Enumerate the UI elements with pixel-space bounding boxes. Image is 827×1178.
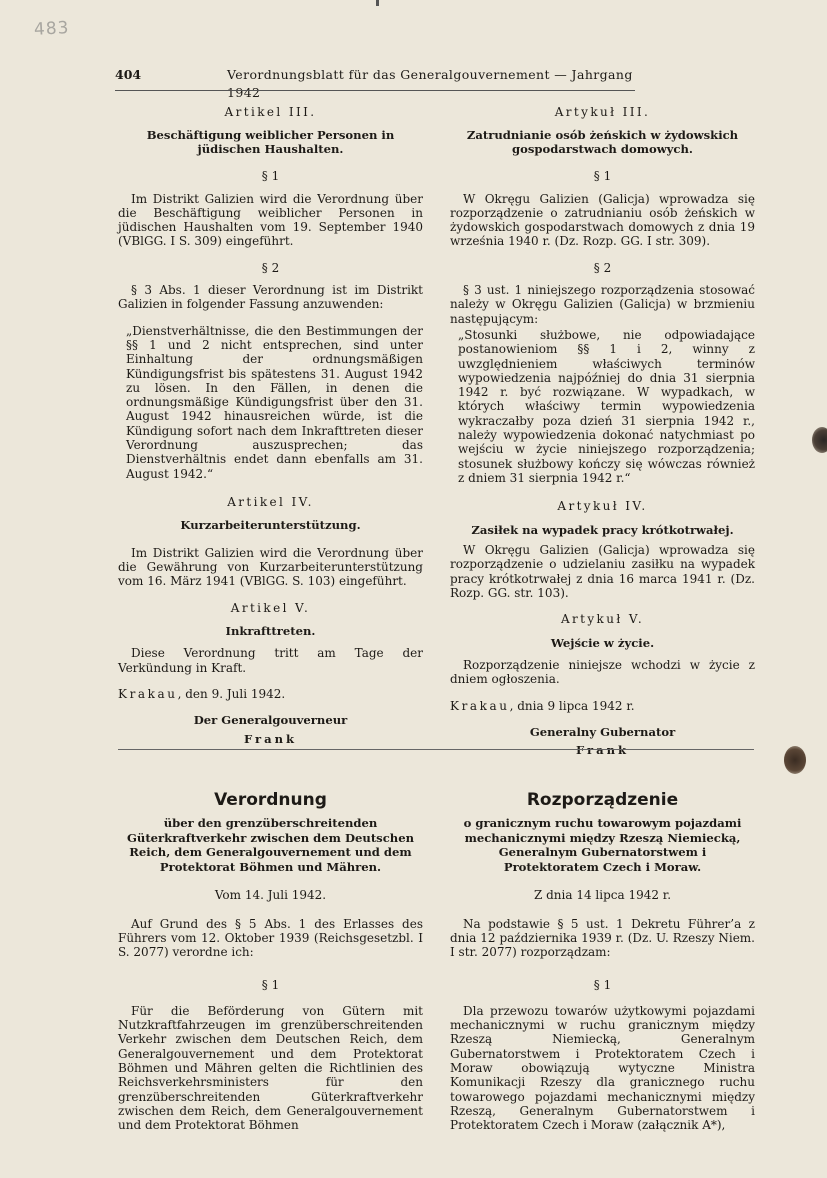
section-2-label: § 2 — [593, 260, 612, 275]
place-and-date — [450, 699, 755, 713]
journal-title: Verordnungsblatt für das Generalgouvernement — Jahrgang 1942 — [227, 67, 633, 100]
section-2-label: § 2 — [261, 260, 280, 275]
article-3-title: Artykuł III. — [554, 105, 651, 119]
ordinance-title: Verordnung — [214, 790, 327, 810]
section-divider — [118, 749, 754, 750]
ordinance-date: Vom 14. Juli 1942. — [214, 888, 327, 903]
article-4-heading: Kurzarbeiterunterstützung. — [180, 518, 361, 533]
punch-hole — [784, 746, 806, 774]
signer-name: Frank — [243, 731, 298, 746]
article-5-text: Diese Verordnung tritt am Tage der Verkündung in Kraft. — [118, 646, 423, 675]
section-1-label: § 1 — [261, 169, 280, 184]
section-1-label: § 1 — [261, 977, 280, 992]
ordinance-subtitle: o granicznym ruchu towarowym pojazdami mechanicznymi między Rzeszą Niemiecką, Generalnym Gubernatorstwem i Protektoratem Czech i Moraw. — [463, 816, 742, 874]
running-header — [115, 66, 635, 100]
handwritten-page-number: 483 — [33, 18, 70, 40]
article-4-text: Im Distrikt Galizien wird die Verordnung über die Gewährung von Kurzarbeiterunterstützung vom 16. März 1941 (VBlGG. S. 103) eingeführt. — [118, 545, 423, 589]
place-and-date — [118, 687, 423, 701]
signer-title: Der Generalgouverneur — [193, 713, 348, 728]
section-2-text: § 3 Abs. 1 dieser Verordnung ist im Distrikt Galizien in folgender Fassung anzuwenden: — [118, 283, 423, 312]
section-1-label: § 1 — [593, 169, 612, 184]
article-5-heading: Inkrafttreten. — [225, 623, 316, 638]
article-3-heading: Zatrudnianie osób żeńskich w żydowskich gospodarstwach domowych. — [466, 128, 739, 156]
ordinance-title: Rozporządzenie — [526, 790, 679, 810]
signer-title: Generalny Gubernator — [529, 724, 676, 739]
section-1-text: W Okręgu Galizien (Galicja) wprowadza się rozporządzenie o zatrudnianiu osób żeńskich w żydowskich gospodarstwach domowych z dnia 19 września 1940 r. (Dz. Rozp. GG. I str. 309). — [450, 191, 755, 249]
article-5-heading: Wejście w życie. — [550, 635, 655, 650]
article-5-title: Artikel V. — [230, 600, 311, 615]
german-column-upper — [118, 105, 423, 746]
top-edge-mark — [376, 0, 379, 6]
place-city: Krakau — [450, 698, 510, 713]
article-3-title: Artikel III. — [224, 105, 317, 119]
article-5-title: Artykuł V. — [560, 612, 645, 627]
section-1-text: Für die Beförderung von Gütern mit Nutzkraftfahrzeugen im grenzüberschreitenden Verkehr zwischen dem Deutschen Reich, dem Generalgouvernement und dem Protektorat Böhmen und Mähren gelten die Richtlinien des Reichsverkehrsministers für den grenzüberschreitenden Güterkraftverkehr zwischen dem Reich, dem Generalgouvernement und dem Protektorat Böhmen — [118, 1003, 423, 1133]
preamble-text: Auf Grund des § 5 Abs. 1 des Erlasses des Führers vom 12. Oktober 1939 (Reichsgesetzbl. I S. 2077) verordne ich: — [118, 916, 423, 960]
article-4-text: W Okręgu Galizien (Galicja) wprowadza się rozporządzenie o udzielaniu zasiłku na wypadek pracy krótkotrwałej z dnia 16 marca 1941 r. (Dz. Rozp. GG. str. 103). — [450, 543, 755, 600]
polish-column-lower — [450, 790, 755, 1145]
article-5-text: Rozporządzenie niniejsze wchodzi w życie z dniem ogłoszenia. — [450, 658, 755, 687]
article-4-title: Artykuł IV. — [557, 499, 648, 514]
header-rule — [115, 90, 635, 91]
article-4-title: Artikel IV. — [227, 494, 314, 509]
german-column-lower — [118, 790, 423, 1145]
section-2-quote: „Stosunki służbowe, nie odpowiadające postanowieniom §§ 1 i 2, winny z uwzględnieniem właściwych terminów wypowiedzenia najpóźniej do dnia 31 sierpnia 1942 r. być rozwiązane. W wypadkach, w których właściwy termin wypowiedzenia wykraczałby poza dzień 31 sierpnia 1942 r., należy wypowiedzenia dokonać natychmiast po wejściu w życie niniejszego rozporządzenia; stosunek służbowy kończy się wówczas również z dniem 31 sierpnia 1942 r.“ — [458, 327, 755, 485]
page-number: 404 — [115, 67, 142, 82]
section-1-label: § 1 — [593, 977, 612, 992]
punch-hole — [812, 427, 827, 453]
ordinance-subtitle: über den grenzüberschreitenden Güterkraftverkehr zwischen dem Deutschen Reich, dem Generalgouvernement und dem Protektorat Böhmen und Mähren. — [126, 816, 415, 874]
preamble-text: Na podstawie § 5 ust. 1 Dekretu Führer’a z dnia 12 października 1939 r. (Dz. U. Rzeszy Niem. I str. 2077) rozporządzam: — [450, 916, 755, 960]
signer-name: Frank — [575, 743, 630, 758]
article-3-heading: Beschäftigung weiblicher Personen in jüdischen Haushalten. — [146, 128, 395, 156]
section-1-text: Im Distrikt Galizien wird die Verordnung über die Beschäftigung weiblicher Personen in jüdischen Haushalten vom 19. September 1940 (VBlGG. I S. 309) eingeführt. — [118, 191, 423, 249]
section-2-quote: „Dienstverhältnisse, die den Bestimmungen der §§ 1 und 2 nicht entsprechen, sind unter Einhaltung der ordnungsmäßigen Kündigungsfrist bis spätestens 31. August 1942 zu lösen. In den Fällen, in denen die ordnungsmäßige Kündigungsfrist über den 31. August 1942 hinausreichen würde, ist die Kündigung sofort nach dem Inkrafttreten dieser Verordnung auszusprechen; das Dienstverhältnis endet dann ebenfalls am 31. August 1942.“ — [126, 323, 423, 481]
place-city: Krakau — [118, 687, 178, 702]
section-1-text: Dla przewozu towarów użytkowymi pojazdami mechanicznymi w ruchu granicznym między Rzeszą Niemiecką, Generalnym Gubernatorstwem i Protektoratem Czech i Moraw obowiązują wytyczne Ministra Komunikacji Rzeszy dla granicznego ruchu towarowego pojazdami mechanicznymi między Rzeszą, Generalnym Gubernatorstwem i Protektoratem Czech i Moraw (załącznik A*), — [450, 1003, 755, 1133]
article-4-heading: Zasiłek na wypadek pracy krótkotrwałej. — [471, 522, 734, 537]
polish-column-upper — [450, 105, 755, 758]
section-2-text: § 3 ust. 1 niniejszego rozporządzenia stosować należy w Okręgu Galizien (Galicja) w brzmieniu następującym: — [450, 283, 755, 326]
place-date: , den 9. Juli 1942. — [177, 687, 286, 702]
ordinance-date: Z dnia 14 lipca 1942 r. — [533, 888, 672, 903]
place-date: , dnia 9 lipca 1942 r. — [509, 698, 635, 713]
